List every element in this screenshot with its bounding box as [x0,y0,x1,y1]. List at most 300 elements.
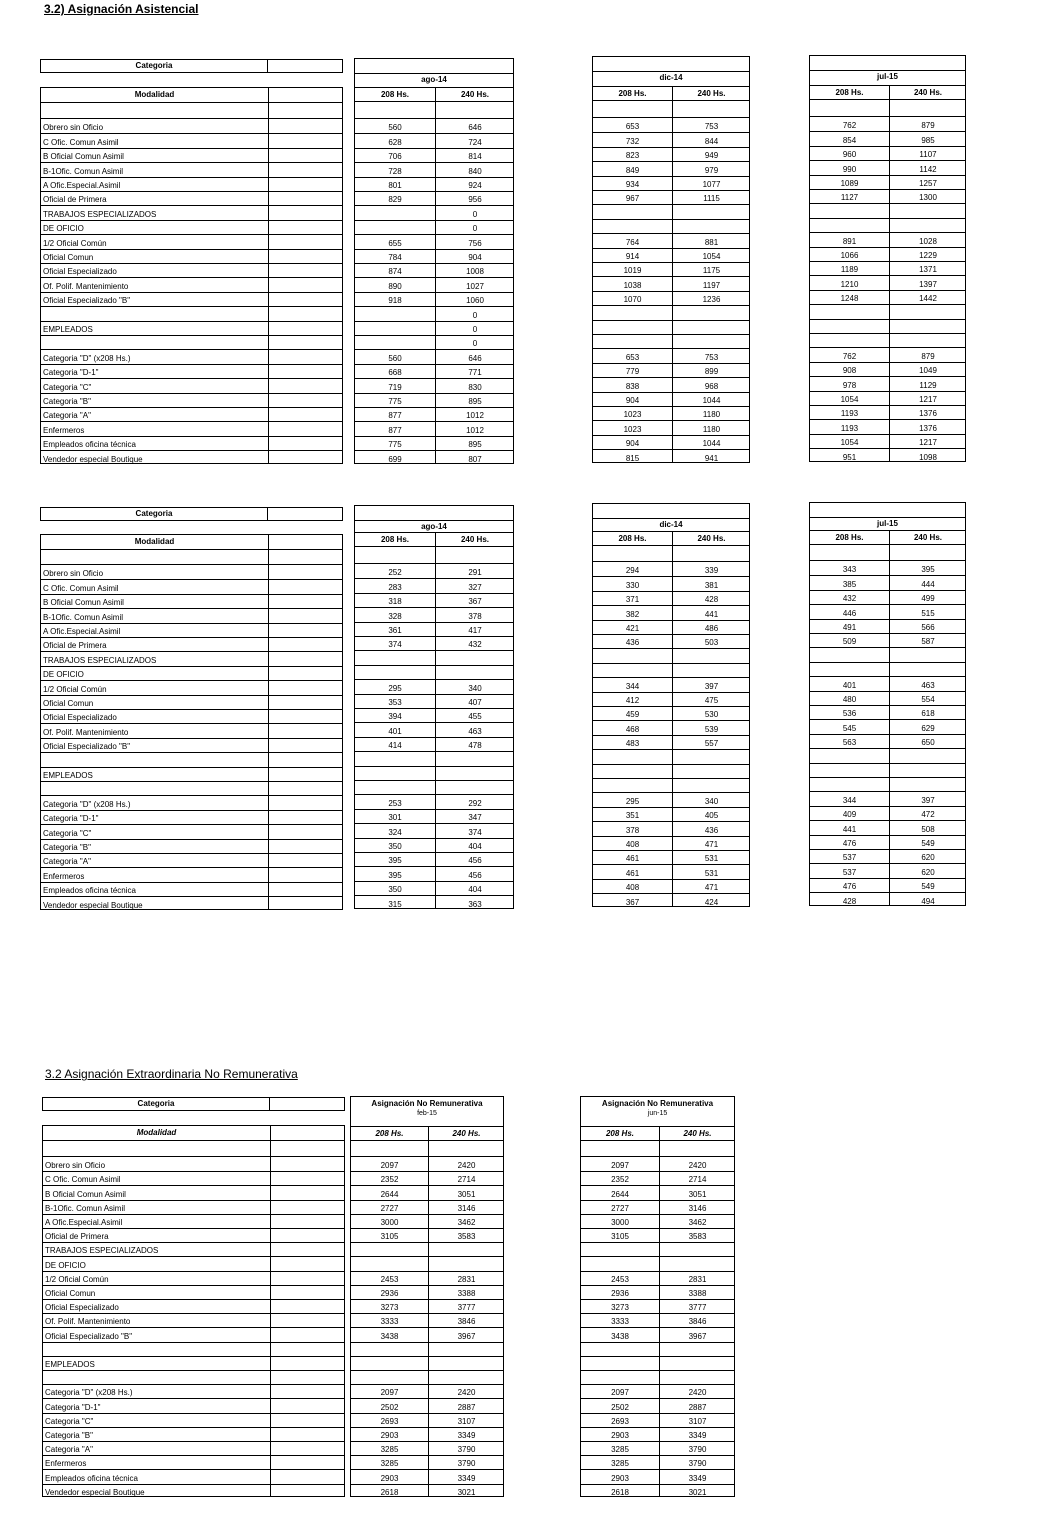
t3-feb15-period: feb-15 [417,1110,437,1117]
t2-ago14-value-208: 328 [388,611,402,621]
t2-ago14-h208-label: 208 Hs. [380,535,410,544]
t2-ago14-value-208: 252 [388,568,402,578]
t3-feb15-value-row [351,1214,503,1228]
t3-row-label: Categoria "A" [45,1445,93,1455]
t1-dic14-value-240: 753 [704,122,719,132]
t2-ago14-value-row [355,694,513,708]
t1-categoria-box [40,59,343,73]
t1-jul15-value-row [810,218,965,232]
t2-ago14-value-208: 283 [388,582,402,592]
t2-row [41,579,342,593]
t2-row-label: 1/2 Oficial Común [43,684,107,694]
t2-dic14-value-240: 340 [704,796,719,806]
t2-jul15-value-240: 499 [921,594,935,604]
t1-dic14-value-208: 653 [625,122,640,132]
t1-ago14-value-240: 1012 [466,425,484,435]
t1-ago14-value-208: 890 [388,281,402,291]
t2-jul15-value-208: 401 [842,680,857,690]
t1-dic14-value-row [593,118,749,132]
t2-dic14-value-208: 295 [625,796,640,806]
t1-dic14-value-240: 1054 [702,251,721,261]
t1-row [41,133,342,147]
t2-jul15-value-row [810,863,965,877]
t1-row-label: B-1Ofic. Comun Asimil [43,166,124,176]
t2-jul15-value-row [810,892,965,906]
t3-feb15-value-208: 2903 [380,1473,399,1483]
t1-row [41,349,342,363]
t2-dic14-value-240: 428 [704,595,719,605]
t2-dic14-value-208: 367 [625,897,640,907]
t1-dic14-value-208: 1019 [623,266,642,276]
t3-row-label: Oficial Comun [45,1288,96,1298]
t2-ago14-value-208: 295 [388,683,402,693]
t2-row [41,896,342,910]
t1-ago14-value-row [355,162,513,176]
t3-feb15-value-208: 3105 [380,1232,399,1242]
t1-row-label: Empleados oficina técnica [43,440,136,450]
t3-jun15-value-240: 3846 [688,1317,707,1327]
t1-row [41,378,342,392]
t1-jul15-value-208: 1127 [840,193,859,203]
t1-jul15-period: jul-15 [877,72,898,81]
t3-feb15-value-240: 3349 [457,1430,476,1440]
t3-feb15-value-240: 3790 [457,1459,476,1469]
t3-jun15-value-240: 3349 [688,1473,707,1483]
t2-jul15-value-208: 446 [842,608,857,618]
t3-feb15-value-208: 3000 [380,1217,399,1227]
t2-jul15-value-240: 549 [921,838,935,848]
t1-jul15-value-row [810,247,965,261]
t3-row [43,1370,344,1384]
t3-feb15-value-row [351,1342,503,1356]
t2-jul15-value-240: 549 [921,882,935,892]
section-title-no-remunerativa: 3.2 Asignación Extraordinaria No Remunerativa [45,1067,298,1081]
t2-dic14-value-208: 294 [625,566,640,576]
t1-jul15-value-row [810,419,965,433]
t2-dic14-h208-label: 208 Hs. [618,534,647,543]
t3-jun15-value-row [581,1185,734,1199]
t1-row-label: A Ofic.Especial.Asimil [43,180,121,190]
t2-jul15-value-row [810,820,965,834]
t2-dic14-value-row [593,692,749,706]
t1-dic14-value-208: 1070 [623,295,642,305]
t2-dic14-value-row [593,605,749,619]
t2-ago14-value-208: 374 [388,640,402,650]
t2-jul15-value-row [810,647,965,661]
t2-row [41,623,342,637]
t3-jun15-value-240: 3790 [688,1459,707,1469]
t1-ago14-value-208: 668 [388,368,402,378]
t2-ago14-value-row [355,809,513,823]
t3-row-label: Categoria "D-1" [45,1402,101,1412]
t1-jul15-value-row [810,434,965,448]
t2-jul15-value-208: 545 [842,723,857,733]
t2-row-label: Empleados oficina técnica [43,886,136,896]
t3-jun15-value-row [581,1398,734,1412]
t2-jul15-value-row [810,835,965,849]
t3-jun15-value-row [581,1327,734,1341]
t3-jun15-value-240: 2887 [688,1402,707,1412]
t1-row-label: Categoria "A" [43,411,91,421]
t3-row-label: Enfermeros [45,1459,87,1469]
t1-ago14-value-208: 877 [388,411,402,421]
t3-feb15-value-240: 3388 [457,1288,476,1298]
t1-row-label: Enfermeros [43,425,85,435]
t3-row-label: DE OFICIO [45,1260,86,1270]
t3-feb15-value-208: 3285 [380,1445,399,1455]
t2-ago14-value-240: 404 [468,841,482,851]
t3-feb15-value-208: 2644 [380,1189,399,1199]
t1-jul15-value-row [810,131,965,145]
t3-feb15-value-row [351,1299,503,1313]
t1-ago14-value-240: 807 [468,454,482,464]
t3-feb15-value-row [351,1413,503,1427]
t2-dic14-value-240: 531 [704,854,719,864]
t2-dic14-value-240: 441 [704,609,719,619]
t1-ago14-value-row [355,378,513,392]
t3-feb15-value-row [351,1356,503,1370]
t2-row [41,767,342,781]
t2-jul15-value-row [810,575,965,589]
t2-dic14-period: dic-14 [659,520,683,529]
t3-jun15-value-row [581,1228,734,1242]
t3-jun15-value-208: 3333 [611,1317,629,1327]
t2-dic14-value-row [593,620,749,634]
t3-jun15-value-208: 2727 [611,1203,629,1213]
t1-dic14-value-240: 1197 [702,280,721,290]
t1-row-label: 1/2 Oficial Común [43,238,107,248]
t2-jul15-value-208: 491 [842,622,857,632]
t1-ago14-value-208: 628 [388,137,402,147]
t2-jul15-value-240: 395 [921,565,935,575]
t1-dic14-value-208: 904 [625,439,640,449]
t2-dic14-value-row [593,864,749,878]
t1-row-label: Categoria "B" [43,396,91,406]
t1-dic14-h208-label: 208 Hs. [618,89,647,98]
t3-row [43,1455,344,1469]
t2-ago14-value-208: 361 [388,625,402,635]
t3-row [43,1384,344,1398]
t1-row-label: Of. Polif. Mantenimiento [43,281,129,291]
t3-feb15-value-row [351,1171,503,1185]
t3-feb15-value-240: 2420 [457,1161,476,1171]
t1-dic14-value-208: 914 [625,251,640,261]
t2-ago14-value-row [355,622,513,636]
t3-jun15-value-240: 3388 [688,1288,707,1298]
t3-jun15-value-240: 3349 [688,1430,707,1440]
t2-dic14-value-row [593,562,749,576]
t1-dic14-value-row [593,363,749,377]
t2-jul15-value-208: 509 [842,637,857,647]
t1-ago14-value-240: 895 [468,440,482,450]
t2-ago14-value-240: 455 [468,712,482,722]
t3-modalidad-table [42,1125,345,1497]
t1-ago14-value-208: 775 [388,396,402,406]
t1-ago14-value-240: 646 [468,123,482,133]
t2-dic14-value-240: 530 [704,710,719,720]
t2-dic14-value-240: 339 [704,566,719,576]
t3-jun15-value-208: 2618 [611,1487,629,1497]
t1-row [41,306,342,320]
t3-feb15-value-row [351,1242,503,1256]
t1-jul15-value-208: 1089 [840,178,859,188]
t2-row-label: C Ofic. Comun Asimil [43,583,119,593]
t2-ago14-value-row [355,780,513,794]
t1-ago14-value-240: 840 [468,166,482,176]
t1-dic14-value-row [593,348,749,362]
t3-jun15-value-240: 2420 [688,1388,707,1398]
t2-jul15-value-row [810,676,965,690]
t2-ago14-value-240: 291 [468,568,482,578]
t3-jun15-value-row [581,1455,734,1469]
t1-dic14-h240-label: 240 Hs. [697,89,726,98]
t2-ago14-h240-label: 240 Hs. [460,535,490,544]
t2-row-label: Categoria "A" [43,857,91,867]
t2-row [41,680,342,694]
t2-row-label: Obrero sin Oficio [43,569,104,579]
t1-dic14-value-row [593,161,749,175]
t2-dic14-value-row [593,850,749,864]
t1-row [41,263,342,277]
t3-row [43,1342,344,1356]
t1-dic14-value-row [593,334,749,348]
t3-feb15-value-208: 2936 [380,1288,399,1298]
t1-jul15-value-row [810,448,965,462]
t1-row [41,119,342,133]
t1-jul15-value-row [810,333,965,347]
t3-jun15-value-240: 3146 [688,1203,707,1213]
t3-jun15-value-240: 3051 [688,1189,707,1199]
t3-feb15-value-row [351,1384,503,1398]
t1-categoria-label: Categoria [41,60,268,72]
t1-ago14-value-row [355,335,513,349]
t3-jun15-value-240: 2714 [688,1175,707,1185]
t2-dic14-value-row [593,764,749,778]
t2-jul15-value-208: 476 [842,838,857,848]
t3-row-label: 1/2 Oficial Común [45,1274,109,1284]
t3-feb15-value-208: 2618 [380,1487,399,1497]
t1-dic14-value-208: 1023 [623,424,642,434]
t2-ago14-value-208: 414 [388,741,402,751]
t2-row-label: TRABAJOS ESPECIALIZADOS [43,655,157,665]
t2-jul15-value-240: 554 [921,694,935,704]
t3-feb15-value-240: 2831 [457,1274,476,1284]
t1-ago14-value-row [355,364,513,378]
t2-dic14-value-240: 475 [704,695,719,705]
t1-jul15-value-208: 1210 [840,279,859,289]
t1-dic14-value-240: 949 [704,151,719,161]
t3-row [43,1413,344,1427]
t1-jul15-value-208: 1193 [840,423,859,433]
t1-jul15-value-row [810,117,965,131]
t1-row-label: TRABAJOS ESPECIALIZADOS [43,209,157,219]
t2-jul15-value-row [810,691,965,705]
t3-row [43,1228,344,1242]
t1-row [41,205,342,219]
t1-jul15-value-row [810,362,965,376]
t3-feb15-value-240: 3967 [457,1331,476,1341]
t1-jul15-value-240: 1107 [919,150,937,160]
t2-jul15-value-row [810,633,965,647]
t2-row-label: Vendedor especial Boutique [43,900,143,910]
t1-ago14-period: ago-14 [421,75,447,84]
t3-feb15-value-208: 2727 [380,1203,399,1213]
t1-ago14-value-240: 956 [468,195,482,205]
t2-jul15-value-208: 537 [842,853,857,863]
t2-jul15-value-row [810,705,965,719]
t3-jun15-value-208: 2903 [611,1430,629,1440]
t1-row [41,177,342,191]
t2-ago14-value-240: 407 [468,697,482,707]
t1-jul15-values-table [809,55,966,462]
t3-feb15-no-rem-title: Asignación No Remunerativa [371,1099,483,1108]
t2-ago14-value-row [355,679,513,693]
t2-jul15-h208-label: 208 Hs. [835,533,864,542]
t2-ago14-value-208: 350 [388,885,402,895]
t2-dic14-value-240: 405 [704,811,719,821]
t1-jul15-value-208: 1193 [840,409,859,419]
t2-jul15-value-240: 629 [921,723,935,733]
t3-modalidad-label: Modalidad [136,1128,177,1137]
t2-row [41,608,342,622]
t1-jul15-value-208: 1189 [840,265,859,275]
t3-feb15-value-208: 3438 [380,1331,399,1341]
t3-row-label: A Ofic.Especial.Asimil [45,1217,123,1227]
t1-dic14-value-row [593,449,749,463]
t2-ago14-value-row [355,578,513,592]
t1-ago14-value-240: 1060 [466,296,484,306]
t1-dic14-value-208: 934 [625,179,640,189]
t2-jul15-value-row [810,561,965,575]
t1-jul15-value-240: 1376 [919,423,937,433]
t3-feb15-value-208: 2502 [380,1402,399,1412]
t3-row-label: Categoria "C" [45,1416,94,1426]
t2-dic14-value-208: 351 [625,811,640,821]
t3-feb15-value-row [351,1228,503,1242]
t3-jun15-value-208: 3285 [611,1445,629,1455]
t2-dic14-value-row [593,663,749,677]
t2-dic14-value-208: 483 [625,739,640,749]
t1-ago14-value-240: 771 [468,368,482,378]
t2-row-label: Categoria "B" [43,842,91,852]
t2-ago14-value-208: 394 [388,712,402,722]
t1-jul15-value-208: 1066 [840,250,859,260]
t3-feb15-value-240: 2714 [457,1175,476,1185]
t3-row-label: TRABAJOS ESPECIALIZADOS [45,1246,159,1256]
t2-ago14-value-208: 395 [388,856,402,866]
t2-dic14-value-240: 486 [704,623,719,633]
t3-row [43,1398,344,1412]
t1-jul15-value-208: 908 [842,366,857,376]
t1-ago14-value-240: 0 [472,339,478,349]
t1-row [41,421,342,435]
t1-dic14-value-row [593,305,749,319]
t1-ago14-value-row [355,292,513,306]
t1-jul15-value-240: 1049 [919,366,937,376]
t1-jul15-value-240: 1442 [919,294,937,304]
t2-row-label: DE OFICIO [43,670,84,680]
t2-jul15-value-208: 536 [842,709,857,719]
t2-row [41,565,342,579]
t1-row [41,407,342,421]
t2-jul15-value-row [810,590,965,604]
t2-dic14-value-row [593,893,749,907]
t2-row-label: Enfermeros [43,871,85,881]
t2-ago14-value-240: 367 [468,597,482,607]
t1-ago14-value-240: 830 [468,382,482,392]
t1-modalidad-label: Modalidad [134,90,175,99]
t2-dic14-value-row [593,677,749,691]
t1-ago14-value-row [355,133,513,147]
t2-row-label: Oficial Especializado [43,713,117,723]
t2-dic14-value-240: 531 [704,868,719,878]
t3-feb15-value-240: 3583 [457,1232,476,1242]
t2-jul15-value-208: 409 [842,810,857,820]
t3-row-label: B Oficial Comun Asimil [45,1189,126,1199]
t2-categoria-box [40,507,343,521]
t1-jul15-value-row [810,290,965,304]
t1-dic14-value-row [593,406,749,420]
t2-jul15-value-208: 441 [842,824,857,834]
t2-dic14-value-240: 557 [704,739,719,749]
t1-row [41,450,342,464]
t1-jul15-value-row [810,232,965,246]
t2-dic14-value-208: 371 [625,595,640,605]
t2-row-label: Oficial de Primera [43,641,107,651]
t2-jul15-value-208: 563 [842,738,857,748]
t1-ago14-value-row [355,407,513,421]
t1-dic14-value-208: 732 [625,136,640,146]
t3-jun15-value-208: 3285 [611,1459,629,1469]
t2-jul15-value-row [810,763,965,777]
t2-jul15-value-240: 444 [921,579,935,589]
t1-row-label: DE OFICIO [43,224,84,234]
t3-jun15-value-240: 3777 [688,1303,707,1313]
t2-jul15-value-240: 508 [921,824,935,834]
t1-dic14-value-row [593,233,749,247]
t1-row [41,148,342,162]
t1-dic14-value-240: 753 [704,352,719,362]
t1-dic14-value-row [593,420,749,434]
t1-ago14-value-208: 728 [388,166,402,176]
t1-ago14-value-240: 1027 [466,281,484,291]
t1-row [41,277,342,291]
t1-dic14-value-row [593,276,749,290]
t2-modalidad-table [40,534,343,910]
t3-row [43,1484,344,1498]
t1-row [41,292,342,306]
t1-dic14-value-240: 1077 [702,179,721,189]
t3-row [43,1214,344,1228]
t2-row [41,810,342,824]
t1-ago14-value-240: 814 [468,152,482,162]
t3-jun15-value-208: 2352 [611,1175,629,1185]
t1-row-label: EMPLEADOS [43,324,93,334]
t3-jun15-value-240: 2420 [688,1161,707,1171]
t2-dic14-h240-label: 240 Hs. [697,534,726,543]
t2-row [41,867,342,881]
t1-jul15-h208-label: 208 Hs. [835,88,864,97]
t3-row [43,1441,344,1455]
t2-dic14-value-208: 408 [625,883,640,893]
t1-ago14-value-row [355,450,513,464]
t1-jul15-value-row [810,347,965,361]
t1-dic14-value-240: 844 [704,136,719,146]
t1-jul15-subheader-separator [810,99,965,100]
t1-jul15-value-208: 891 [842,236,857,246]
t2-ago14-value-208: 315 [388,899,402,909]
t3-feb15-value-240: 3107 [457,1416,476,1426]
